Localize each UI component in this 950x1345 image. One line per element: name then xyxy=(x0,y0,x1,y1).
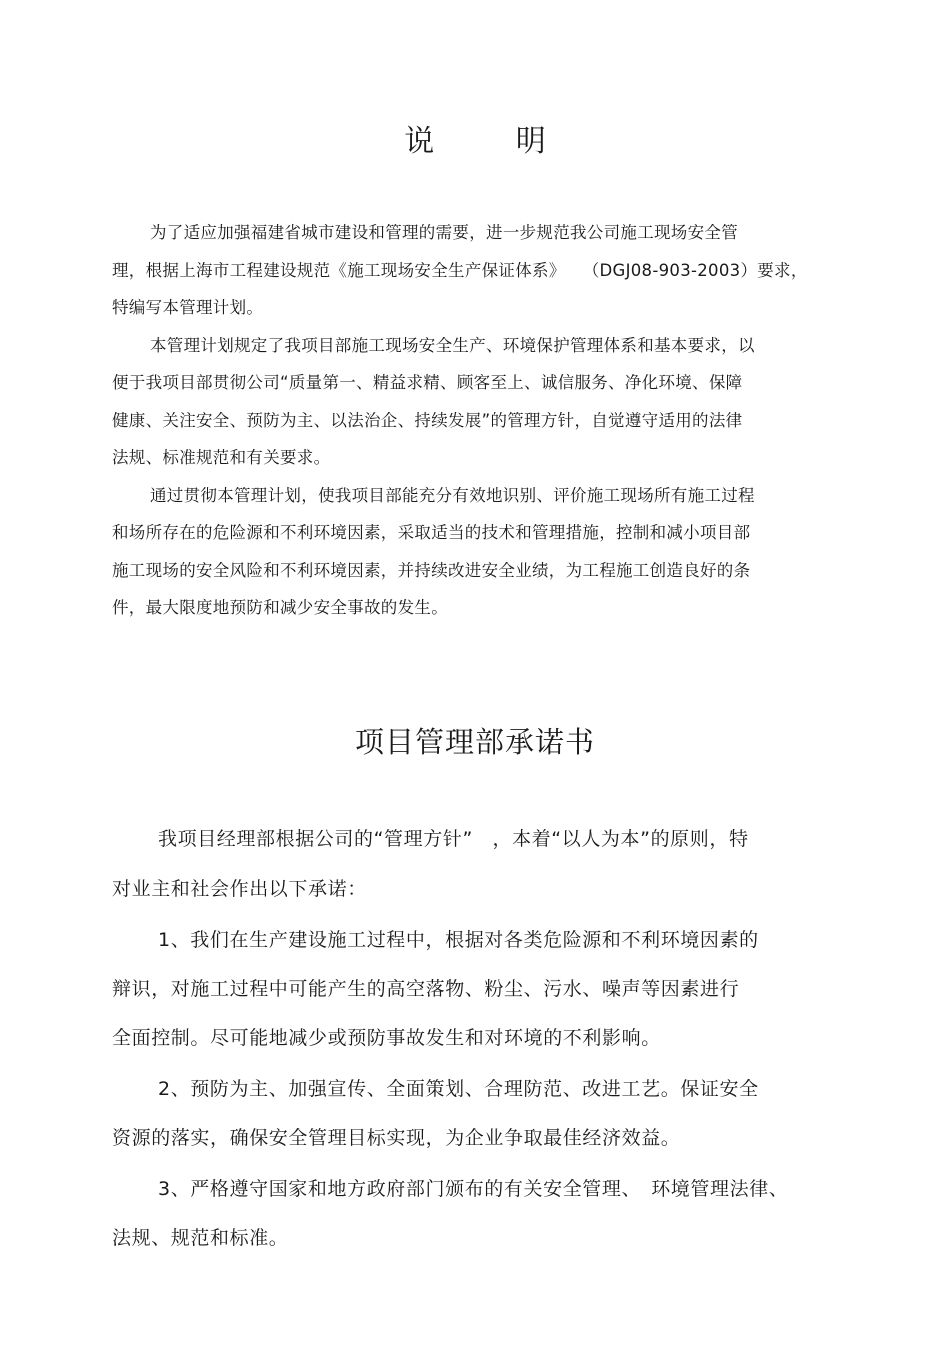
paragraph-line: 法规、标准规范和有关要求。 xyxy=(112,448,331,467)
paragraph-line: 辩识，对施工过程中可能产生的高空落物、粉尘、污水、噪声等因素进行 xyxy=(112,978,740,1000)
paragraph-line: 施工现场的安全风险和不利环境因素，并持续改进安全业绩，为工程施工创造良好的条 xyxy=(112,561,751,580)
paragraph-line: 对业主和社会作出以下承诺： xyxy=(112,878,367,900)
paragraph-line: 特编写本管理计划。 xyxy=(112,298,264,317)
paragraph-line: 为了适应加强福建省城市建设和管理的需要，进一步规范我公司施工现场安全管 xyxy=(150,223,738,242)
paragraph-line: 本管理计划规定了我项目部施工现场安全生产、环境保护管理体系和基本要求，以 xyxy=(150,336,755,355)
paragraph-line: 件，最大限度地预防和减少安全事故的发生。 xyxy=(112,598,448,617)
paragraph-line: 健康、关注安全、预防为主、以法治企、持续发展”的管理方针，自觉遵守适用的法律 xyxy=(112,411,743,430)
paragraph-line: 和场所存在的危险源和不利环境因素，采取适当的技术和管理措施，控制和减小项目部 xyxy=(112,523,751,542)
paragraph-line: 便于我项目部贯彻公司“质量第一、精益求精、顾客至上、诚信服务、净化环境、保障 xyxy=(112,373,743,392)
section-title-explanation: 说 明 xyxy=(404,124,582,159)
paragraph-line: 通过贯彻本管理计划，使我项目部能充分有效地识别、评价施工现场所有施工过程 xyxy=(150,486,755,505)
paragraph-line: 我项目经理部根据公司的“管理方针” ，本着“以人为本”的原则，特 xyxy=(158,828,749,850)
paragraph-line: 1、我们在生产建设施工过程中，根据对各类危险源和不利环境因素的 xyxy=(158,929,759,951)
paragraph-line: 法规、规范和标准。 xyxy=(112,1227,289,1249)
paragraph-line: 2、预防为主、加强宣传、全面策划、合理防范、改进工艺。保证安全 xyxy=(158,1078,759,1100)
section-title-commitment: 项目管理部承诺书 xyxy=(354,725,595,759)
paragraph-line: 3、严格遵守国家和地方政府部门颁布的有关安全管理、 环境管理法律、 xyxy=(158,1178,789,1200)
paragraph-line: 理，根据上海市工程建设规范《施工现场安全生产保证体系》 （DGJ08-903-2003）要求， xyxy=(112,261,808,280)
paragraph-line: 资源的落实，确保安全管理目标实现，为企业争取最佳经济效益。 xyxy=(112,1127,681,1149)
paragraph-line: 全面控制。尽可能地减少或预防事故发生和对环境的不利影响。 xyxy=(112,1027,661,1049)
